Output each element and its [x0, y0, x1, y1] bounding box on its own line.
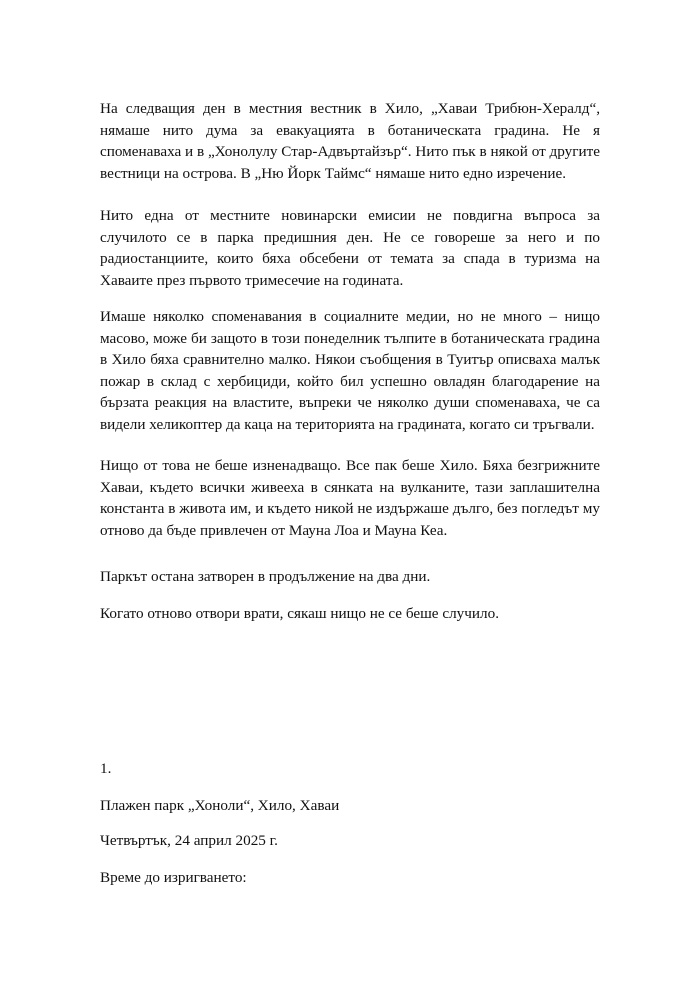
paragraph-social-media: Имаше няколко споменавания в социалните медии, но не много – нищо масово, може би защото в този понеделник тълпите в ботаническата градина в Хило бяха сравнително малко. Някои съобщения в Туитър описваха малък пожар в склад с хербициди, който бил успешно овладян благодарение на бързата реакция на властите, въпреки че няколко души споменаваха, че са видели хеликоптер да каца на територията на градината, когато си тръгвали. — [100, 308, 600, 433]
section-countdown-label: Време до изригването: — [100, 869, 247, 886]
paragraph-park-closed: Паркът остана затворен в продължение на два дни. — [100, 568, 431, 585]
paragraph-newspapers: На следващия ден в местния вестник в Хило, „Хаваи Трибюн-Хералд“, нямаше нито дума за евакуацията в ботаническата градина. Не я споменаваха и в „Хонолулу Стар-Адвъртайзър“. Нито пък в някой от другите вестници на острова. В „Ню Йорк Таймс“ нямаше нито едно изречение. — [100, 100, 600, 182]
section-date: Четвъртък, 24 април 2025 г. — [100, 832, 278, 849]
paragraph-park-reopened: Когато отново отвори врати, сякаш нищо не се беше случило. — [100, 605, 499, 622]
paragraph-news-broadcasts: Нито една от местните новинарски емисии не повдигна въпроса за случилото се в парка предишния ден. Не се говореше за него и по радиостанциите, които бяха обсебени от темата за спада в туризма на Хаваите през първото тримесечие на годината. — [100, 207, 600, 289]
paragraph-hilo: Нищо от това не беше изненадващо. Все пак беше Хило. Бяха безгрижните Хаваи, където всички живееха в сянката на вулканите, тази заплашителна константа в живота им, и където никой не издържаше дълго, без погледът му отново да бъде привлечен от Мауна Лоа и Мауна Кеа. — [100, 457, 600, 539]
section-number: 1. — [100, 760, 112, 777]
section-location: Плажен парк „Хоноли“, Хило, Хаваи — [100, 797, 340, 814]
